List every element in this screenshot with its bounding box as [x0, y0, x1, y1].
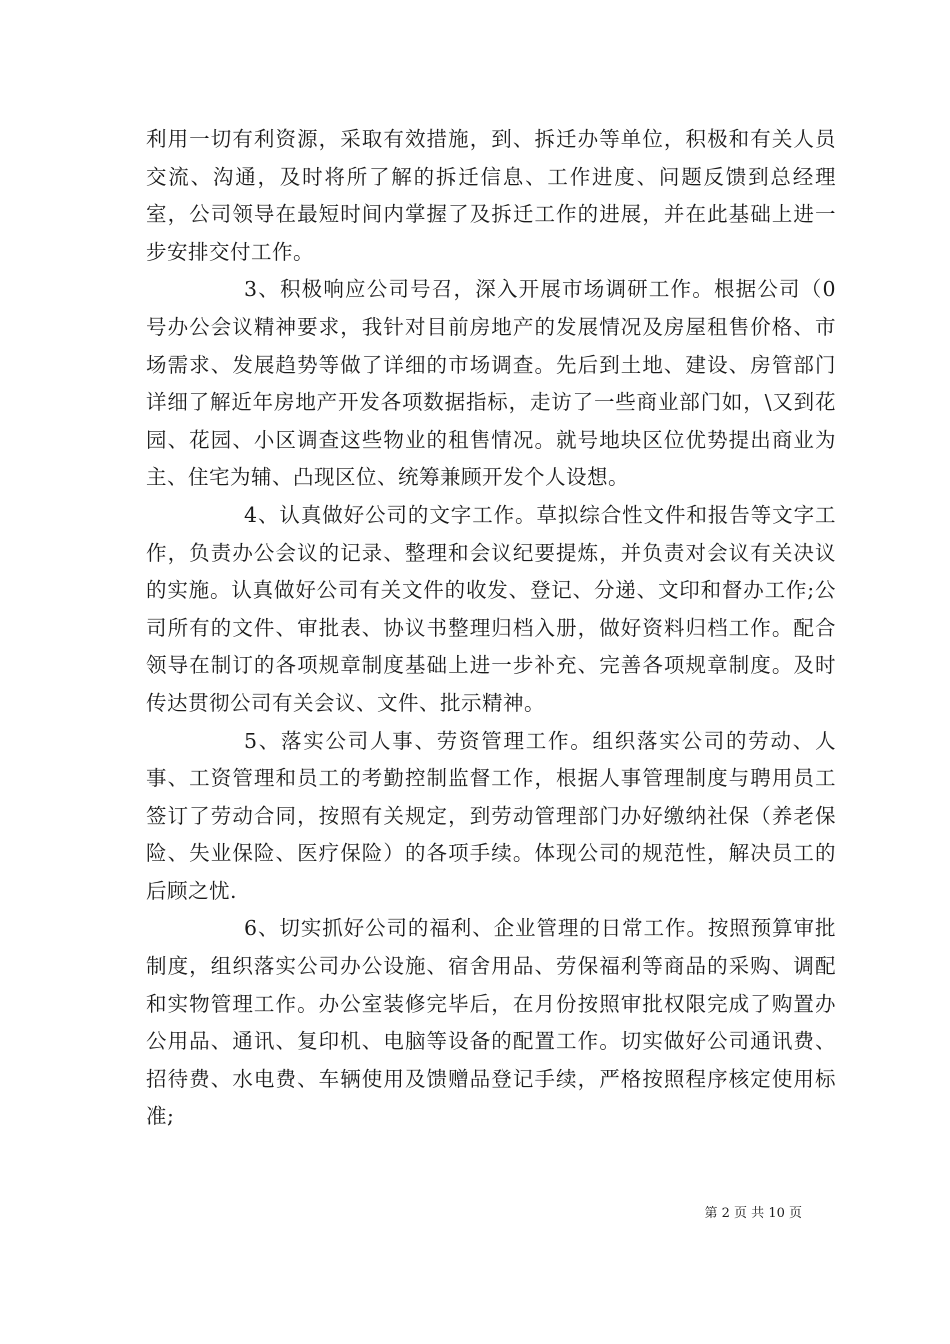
document-body [146, 121, 836, 1136]
paragraph-item-3: 3、积极响应公司号召，深入开展市场调研工作。根据公司（0号办公会议精神要求，我针对目前房地产的发展情况及房屋租售价格、市场需求、发展趋势等做了详细的市场调查。先后到土地、建设、房管部门详细了解近年房地产开发各项数据指标，走访了一些商业部门如，\又到花园、花园、小区调查这些物业的租售情况。就号地块区位优势提出商业为主、住宅为辅、凸现区位、统筹兼顾开发个人设想。 [146, 277, 836, 490]
paragraph-continuation: 利用一切有利资源，采取有效措施，到、拆迁办等单位，积极和有关人员交流、沟通，及时将所了解的拆迁信息、工作进度、问题反馈到总经理室，公司领导在最短时间内掌握了及拆迁工作的进展，并在此基础上进一步安排交付工作。 [146, 127, 836, 264]
page-number-footer: 第 2 页 共 10 页 [704, 1206, 802, 1221]
paragraph-item-4: 4、认真做好公司的文字工作。草拟综合性文件和报告等文字工作，负责办公会议的记录、整理和会议纪要提炼，并负责对会议有关决议的实施。认真做好公司有关文件的收发、登记、分递、文印和督办工作;公司所有的文件、审批表、协议书整理归档入册，做好资料归档工作。配合领导在制订的各项规章制度基础上进一步补充、完善各项规章制度。及时传达贯彻公司有关会议、文件、批示精神。 [146, 502, 836, 715]
paragraph-item-5: 5、落实公司人事、劳资管理工作。组织落实公司的劳动、人事、工资管理和员工的考勤控制监督工作，根据人事管理制度与聘用员工签订了劳动合同，按照有关规定，到劳动管理部门办好缴纳社保（养老保险、失业保险、医疗保险）的各项手续。体现公司的规范性，解决员工的后顾之忧. [146, 728, 836, 903]
paragraph-item-6: 6、切实抓好公司的福利、企业管理的日常工作。按照预算审批制度，组织落实公司办公设施、宿舍用品、劳保福利等商品的采购、调配和实物管理工作。办公室装修完毕后，在月份按照审批权限完成了购置办公用品、通讯、复印机、电脑等设备的配置工作。切实做好公司通讯费、招待费、水电费、车辆使用及馈赠品登记手续，严格按照程序核定使用标准; [146, 916, 836, 1129]
